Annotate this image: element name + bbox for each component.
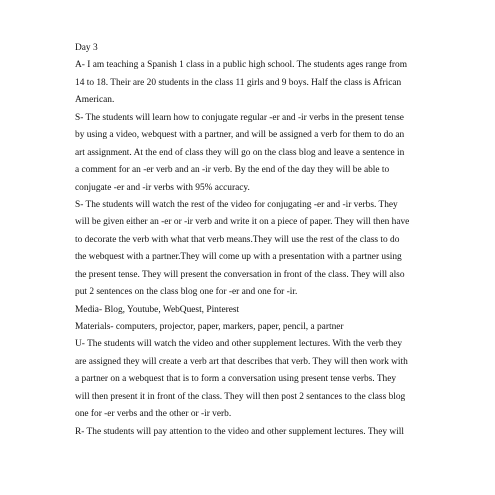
text-line: will be given either an -er or -ir verb and write it on a piece of paper. They will then have — [75, 217, 410, 228]
text-line: a comment for an -er verb and an -ir verb. By the end of the day they will be able to — [75, 165, 390, 176]
text-line: the webquest with a partner.They will come up with a presentation with a partner using — [75, 252, 402, 263]
text-line: R- The students will pay attention to the video and other supplement lectures. They will — [75, 426, 405, 437]
text-line: by using a video, webquest with a partner, and will be assigned a verb for them to do an — [75, 130, 405, 141]
text-line: will then present it in front of the class. They will then post 2 sentances to the class blog — [75, 391, 406, 402]
text-line: conjugate -er and -ir verbs with 95% accuracy. — [75, 182, 250, 193]
text-line: 14 to 18. Their are 20 students in the class 11 girls and 9 boys. Half the class is African — [75, 77, 402, 88]
text-line: art assignment. At the end of class they will go on the class blog and leave a sentence in — [75, 147, 405, 158]
text-line: A- I am teaching a Spanish 1 class in a public high school. The students ages range from — [75, 60, 408, 71]
text-line: to decorate the verb with what that verb means.They will use the rest of the class to do — [75, 234, 400, 245]
text-line: are assigned they will create a verb art that describes that verb. They will then work with — [75, 356, 408, 367]
text-line: the present tense. They will present the conversation in front of the class. They will also — [75, 269, 405, 280]
text-line: S- The students will watch the rest of the video for conjugating -er and -ir verbs. They — [75, 199, 398, 210]
text-line: put 2 sentences on the class blog one for -er and one for -ir. — [75, 287, 298, 298]
text-line: American. — [75, 95, 115, 106]
text-line: S- The students will learn how to conjugate regular -er and -ir verbs in the present tense — [75, 112, 404, 123]
text-line: one for -er verbs and the other or -ir verb. — [75, 409, 232, 420]
document-body — [75, 40, 475, 441]
text-line: a partner on a webquest that is to form a conversation using present tense verbs. They — [75, 374, 397, 385]
day-heading: Day 3 — [75, 43, 98, 53]
text-line: U- The students will watch the video and other supplement lectures. With the verb they — [75, 339, 403, 350]
media-line: Media- Blog, Youtube, WebQuest, Pinterest — [75, 304, 240, 315]
materials-line: Materials- computers, projector, paper, markers, paper, pencil, a partner — [75, 322, 344, 332]
